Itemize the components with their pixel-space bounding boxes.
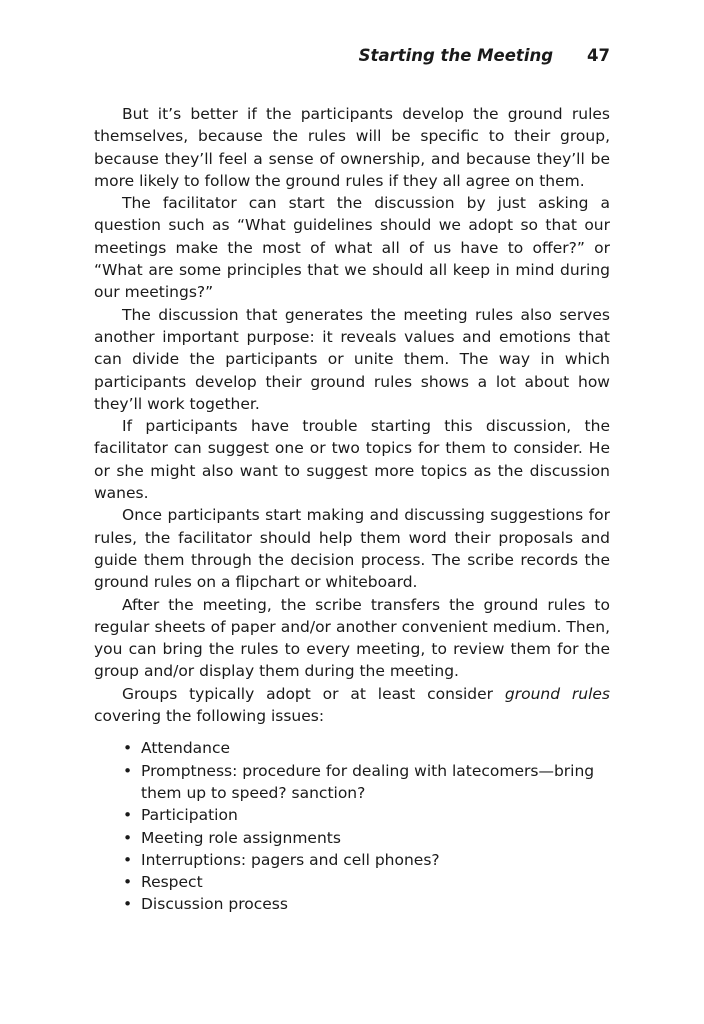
list-item-text: Participation bbox=[141, 806, 238, 825]
list-item-text: Meeting role assignments bbox=[141, 828, 341, 847]
bullet-icon: • bbox=[123, 873, 133, 892]
bullet-icon: • bbox=[123, 806, 133, 825]
list-item bbox=[123, 827, 610, 849]
chapter-title: Starting the Meeting bbox=[358, 46, 554, 65]
list-item-text: Respect bbox=[141, 873, 203, 892]
list-item-text: Attendance bbox=[141, 739, 231, 758]
running-head bbox=[0, 45, 610, 67]
ground-rules-list bbox=[94, 737, 610, 915]
list-item-text: Promptness: procedure for dealing with latecomers—bring them up to speed? sanction? bbox=[141, 761, 595, 802]
bullet-icon: • bbox=[123, 850, 133, 869]
bullet-icon: • bbox=[123, 761, 133, 780]
paragraph: Once participants start making and discussing suggestions for rules, the facilitator should help them word their proposals and guide them through the decision process. The scribe records the ground rules on a flipchart or whiteboard. bbox=[94, 506, 610, 592]
paragraph: But it’s better if the participants develop the ground rules themselves, because the rules will be specific to their group, because they’ll feel a sense of ownership, and because they’ll be more likely to follow the ground rules if they all agree on them. bbox=[94, 105, 610, 190]
bullet-icon: • bbox=[123, 828, 133, 847]
intro-text: Groups typically adopt or at least consider bbox=[122, 684, 505, 703]
list-item bbox=[123, 804, 610, 826]
intro-text-end: covering the following issues: bbox=[94, 707, 325, 726]
list-item bbox=[123, 737, 610, 759]
list-item bbox=[123, 849, 610, 871]
body-text bbox=[94, 103, 610, 916]
list-item bbox=[123, 871, 610, 893]
list-item bbox=[123, 893, 610, 915]
page-number: 47 bbox=[587, 46, 610, 65]
intro-emphasis: ground rules bbox=[504, 684, 610, 703]
list-intro-paragraph bbox=[94, 683, 610, 728]
paragraph: If participants have trouble starting this discussion, the facilitator can suggest one or two topics for them to consider. He or she might also want to suggest more topics as the discussion wanes. bbox=[94, 417, 610, 503]
paragraph: The facilitator can start the discussion by just asking a question such as “What guidelines should we adopt so that our meetings make the most of what all of us have to offer?” or “What are some principles that we should all keep in mind during our meetings?” bbox=[94, 194, 610, 302]
list-item-text: Discussion process bbox=[141, 895, 288, 914]
paragraph: The discussion that generates the meeting rules also serves another important purpose: it reveals values and emotions that can divide the participants or unite them. The way in which participants develop their ground rules shows a lot about how they’ll work together. bbox=[94, 305, 610, 413]
list-item bbox=[123, 760, 610, 805]
bullet-icon: • bbox=[123, 739, 133, 758]
paragraph: After the meeting, the scribe transfers the ground rules to regular sheets of paper and/or another convenient medium. Then, you can bring the rules to every meeting, to review them for the group and/or display them during the meeting. bbox=[94, 595, 610, 681]
bullet-icon: • bbox=[123, 895, 133, 914]
list-item-text: Interruptions: pagers and cell phones? bbox=[141, 850, 440, 869]
